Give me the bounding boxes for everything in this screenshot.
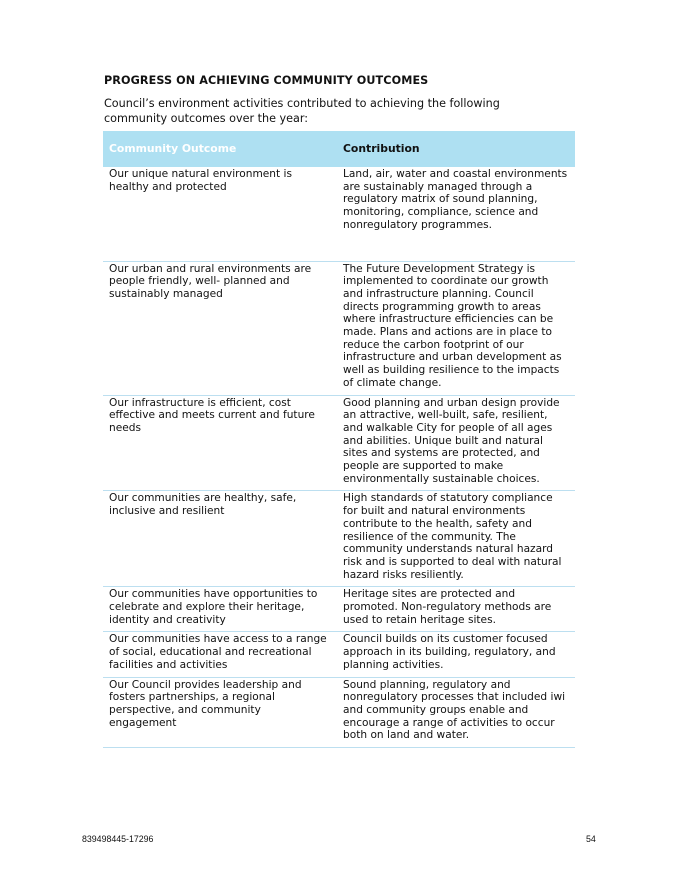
contribution-cell: The Future Development Strategy is implemented to coordinate our growth and infrastructure planning. Council directs programming growth to areas where infrastructure efficiencies can be made. Plans and actions are in place to reduce the carbon footprint of our infrastructure and urban development as well as building resilience to the impacts of climate change. — [337, 261, 575, 395]
page-number: 54 — [586, 834, 596, 844]
outcome-cell: Our communities are healthy, safe, inclusive and resilient — [103, 491, 337, 587]
section-heading: PROGRESS ON ACHIEVING COMMUNITY OUTCOMES — [104, 74, 429, 87]
community-outcomes-table — [103, 131, 575, 748]
column-header-community-outcome: Community Outcome — [103, 131, 337, 167]
contribution-cell: Sound planning, regulatory and nonregulatory processes that included iwi and community groups enable and encourage a range of activities to occur both on land and water. — [337, 677, 575, 748]
contribution-cell: Land, air, water and coastal environments are sustainably managed through a regulatory matrix of sound planning, monitoring, compliance, science and nonregulatory programmes. — [337, 167, 575, 261]
document-id: 839498445-17296 — [82, 834, 154, 844]
table-row — [103, 677, 575, 748]
contribution-cell: High standards of statutory compliance for built and natural environments contribute to the health, safety and resilience of the community. The community understands natural hazard risk and is supported to deal with natural hazard risks resiliently. — [337, 491, 575, 587]
table-row — [103, 167, 575, 261]
column-header-contribution: Contribution — [337, 131, 575, 167]
outcome-cell: Our communities have opportunities to celebrate and explore their heritage, identity and creativity — [103, 587, 337, 632]
outcome-cell: Our infrastructure is efficient, cost effective and meets current and future needs — [103, 395, 337, 491]
table-row — [103, 261, 575, 395]
table-row — [103, 395, 575, 491]
contribution-cell: Council builds on its customer focused approach in its building, regulatory, and planning activities. — [337, 632, 575, 677]
outcome-cell: Our Council provides leadership and fosters partnerships, a regional perspective, and community engagement — [103, 677, 337, 748]
table-row — [103, 587, 575, 632]
outcome-cell: Our unique natural environment is healthy and protected — [103, 167, 337, 261]
intro-paragraph: Council’s environment activities contributed to achieving the following community outcomes over the year: — [104, 97, 500, 125]
outcome-cell: Our communities have access to a range of social, educational and recreational facilities and activities — [103, 632, 337, 677]
table-row — [103, 491, 575, 587]
table-header-row — [103, 131, 575, 167]
outcome-cell: Our urban and rural environments are people friendly, well- planned and sustainably managed — [103, 261, 337, 395]
table-row — [103, 632, 575, 677]
contribution-cell: Heritage sites are protected and promoted. Non-regulatory methods are used to retain heritage sites. — [337, 587, 575, 632]
contribution-cell: Good planning and urban design provide an attractive, well-built, safe, resilient, and walkable City for people of all ages and abilities. Unique built and natural sites and systems are protected, and people are supported to make environmentally sustainable choices. — [337, 395, 575, 491]
